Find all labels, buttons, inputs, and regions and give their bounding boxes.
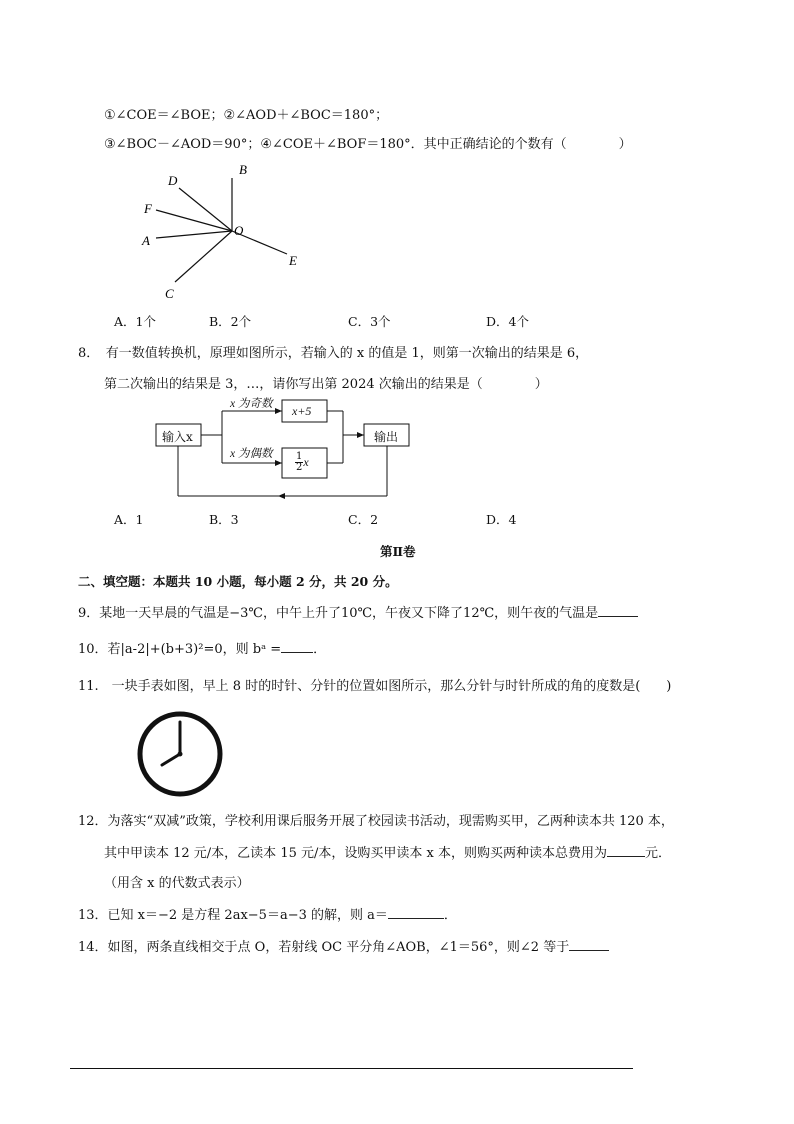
q9-statement: 9．某地一天早晨的气温是−3℃，中午上升了10℃，午夜又下降了12℃，则午夜的气温是 — [78, 606, 599, 621]
label-f: F — [144, 201, 152, 216]
q12-line3: （用含 x 的代数式表示） — [104, 876, 250, 891]
q7-option-a[interactable]: A．1个 — [114, 314, 156, 329]
q12-line2 — [104, 842, 671, 861]
q8-line2: 第二次输出的结果是 3，…，请你写出第 2024 次输出的结果是（ ） — [104, 377, 548, 392]
q8-option-d[interactable]: D．4 — [486, 512, 517, 527]
ray-of — [156, 210, 232, 231]
flow-even-label: x 为偶数 — [230, 448, 273, 460]
q13-answer-blank[interactable] — [388, 905, 444, 919]
q8-option-c[interactable]: C．2 — [348, 512, 379, 527]
q10-text — [78, 638, 326, 657]
q14-text — [78, 936, 609, 955]
clock-figure — [134, 708, 226, 800]
q12-line1: 12．为落实“双减”政策，学校利用课后服务开展了校园读书活动，现需购买甲，乙两种读本共 120 本， — [78, 814, 674, 829]
ray-oa — [156, 231, 232, 238]
q12-line2-tail: 元． — [644, 846, 671, 861]
label-o: O — [234, 223, 244, 238]
q10-answer-blank[interactable] — [281, 639, 313, 653]
flow-even-denominator: 2 — [296, 462, 303, 473]
q7-angle-figure — [130, 158, 330, 306]
q9-text — [78, 602, 638, 621]
q7-option-d[interactable]: D．4个 — [486, 314, 529, 329]
page-bottom-rule — [70, 1068, 633, 1069]
q13-tail: ． — [443, 908, 457, 923]
clock-center — [178, 752, 183, 757]
q13-text — [78, 904, 457, 923]
q12-answer-blank[interactable] — [607, 843, 645, 857]
q9-answer-blank[interactable] — [598, 603, 638, 617]
flow-even-var: x — [303, 455, 309, 469]
q10-statement: 10．若|a-2|+(b+3)²=0，则 bᵃ = — [78, 642, 282, 657]
label-c: C — [165, 286, 174, 301]
label-d: D — [168, 173, 178, 188]
flow-odd-label: x 为奇数 — [230, 398, 273, 410]
volume-title: 第Ⅱ卷 — [380, 544, 416, 559]
flow-odd-op: x+5 — [292, 404, 312, 418]
section-heading: 二、填空题：本题共 10 小题，每小题 2 分，共 20 分。 — [78, 574, 398, 589]
q7-line1: ①∠COE＝∠BOE；②∠AOD＋∠BOC＝180°； — [104, 108, 389, 123]
label-e: E — [289, 253, 297, 268]
q8-line1: 8． 有一数值转换机，原理如图所示，若输入的 x 的值是 1，则第一次输出的结果是 6， — [78, 346, 589, 361]
q12-line2-text: 其中甲读本 12 元/本，乙读本 15 元/本，设购买甲读本 x 本，则购买两种读本总费用为 — [104, 846, 607, 861]
ray-oc — [175, 231, 232, 282]
flow-input-box: 输入x — [162, 430, 193, 444]
label-a: A — [142, 233, 150, 248]
q7-option-c[interactable]: C．3个 — [348, 314, 391, 329]
q14-answer-blank[interactable] — [569, 937, 609, 951]
q11-text: 11. 一块手表如图，早上 8 时的时针、分针的位置如图所示，那么分针与时针所成的角的度数是( ) — [78, 679, 672, 694]
flow-even-numerator: 1 — [296, 451, 303, 462]
q7-line2: ③∠BOC－∠AOD＝90°；④∠COE＋∠BOF＝180°．其中正确结论的个数有（ ） — [104, 137, 632, 152]
q8-flowchart — [150, 392, 420, 504]
flow-even-op — [295, 452, 309, 473]
q8-option-b[interactable]: B．3 — [209, 512, 239, 527]
q8-option-a[interactable]: A．1 — [114, 512, 144, 527]
flow-output-box: 输出 — [374, 430, 399, 444]
ray-od — [179, 188, 232, 231]
q10-tail: ． — [313, 642, 327, 657]
q7-option-b[interactable]: B．2个 — [209, 314, 252, 329]
label-b: B — [239, 162, 247, 177]
q14-statement: 14．如图，两条直线相交于点 O，若射线 OC 平分角∠AOB，∠1＝56°，则∠2 等于 — [78, 940, 570, 955]
q13-statement: 13．已知 x＝−2 是方程 2ax−5＝a−3 的解，则 a＝ — [78, 908, 388, 923]
